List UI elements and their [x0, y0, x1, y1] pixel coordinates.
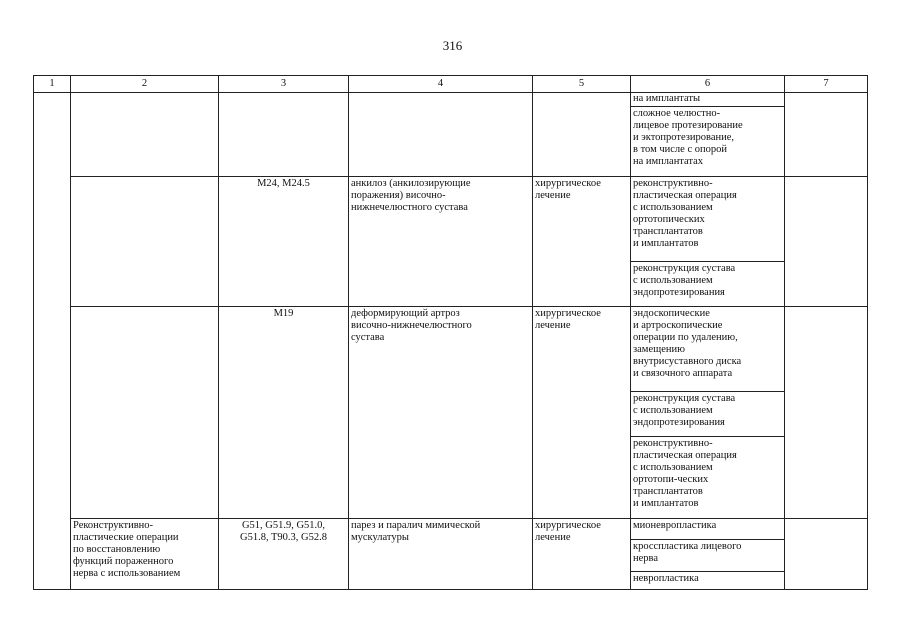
col2-cell	[71, 177, 219, 307]
treatment-method: реконструкция сустава с использованием эндопротезирования	[631, 392, 785, 437]
column-header-2: 2	[71, 76, 219, 93]
treatment-method: невропластика	[631, 572, 785, 590]
col7-cell	[785, 93, 868, 177]
column-header-6: 6	[631, 76, 785, 93]
treatment-method: эндоскопические и артроскопические операции по удалению, замещению внутрисуставного диска и связочного аппарата	[631, 307, 785, 392]
treatment-method: кросспластика лицевого нерва	[631, 540, 785, 572]
diagnosis-code: G51, G51.9, G51.0, G51.8, T90.3, G52.8	[219, 519, 349, 590]
column-header-row	[34, 76, 868, 93]
column-header-7: 7	[785, 76, 868, 93]
treatment-method: сложное челюстно- лицевое протезирование и эктопротезирование, в том числе с опорой на имплантатах	[631, 107, 785, 177]
procedure-group-name: Реконструктивно- пластические операции по восстановлению функций пораженного нерва с использованием	[71, 519, 219, 590]
treatment-method: реконструктивно- пластическая операция с использованием ортотопических трансплантатов и имплантатов	[631, 177, 785, 262]
col1-cell	[34, 93, 71, 590]
column-header-1: 1	[34, 76, 71, 93]
treatment-type: хирургическое лечение	[533, 307, 631, 519]
treatment-method: мионевропластика	[631, 519, 785, 540]
table-row	[34, 307, 868, 392]
col7-cell	[785, 307, 868, 519]
table-row	[34, 519, 868, 540]
medical-care-table	[33, 75, 868, 590]
treatment-type: хирургическое лечение	[533, 519, 631, 590]
col7-cell	[785, 177, 868, 307]
treatment-method: реконструктивно- пластическая операция с использованием ортотопи-ческих трансплантатов и имплантатов	[631, 437, 785, 519]
treatment-type: хирургическое лечение	[533, 177, 631, 307]
col2-cell	[71, 93, 219, 177]
column-header-5: 5	[533, 76, 631, 93]
page-number: 316	[442, 38, 463, 53]
treatment-method: на имплантаты	[631, 93, 785, 107]
column-header-3: 3	[219, 76, 349, 93]
column-header-4: 4	[349, 76, 533, 93]
patient-model: анкилоз (анкилозирующие поражения) височно- нижнечелюстного сустава	[349, 177, 533, 307]
col4-cell	[349, 93, 533, 177]
table-row	[34, 93, 868, 107]
patient-model: парез и паралич мимической мускулатуры	[349, 519, 533, 590]
col5-cell	[533, 93, 631, 177]
col2-cell	[71, 307, 219, 519]
patient-model: деформирующий артроз височно-нижнечелюстного сустава	[349, 307, 533, 519]
diagnosis-code: M19	[219, 307, 349, 519]
col7-cell	[785, 519, 868, 590]
diagnosis-code: M24, M24.5	[219, 177, 349, 307]
col3-cell	[219, 93, 349, 177]
table-row	[34, 177, 868, 262]
treatment-method: реконструкция сустава с использованием эндопротезирования	[631, 262, 785, 307]
